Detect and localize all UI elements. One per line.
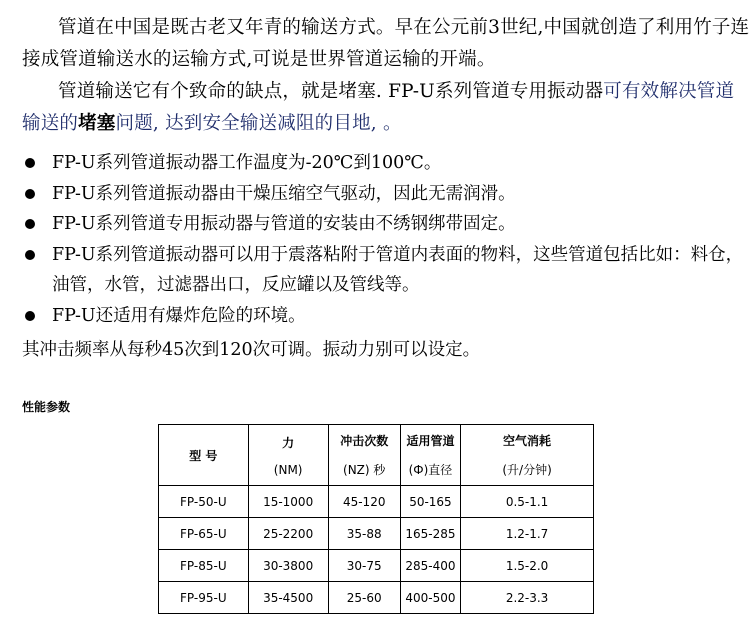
intro-paragraph-1-text: 管道在中国是既古老又年青的输送方式。早在公元前3世纪,中国就创造了利用竹子连接成管道输送水的运输方式,可说是世界管道运输的开端。 [22,17,750,70]
bullet-icon [25,158,35,168]
section-title: 性能参数 [22,400,71,414]
cell-force: 25-2200 [248,518,328,550]
cell-model: FP-65-U [159,518,249,550]
intro-paragraph-2-part-a: 管道输送它有个致命的缺点，就是堵塞. FP-U系列管道专用振动器 [58,81,604,102]
intro-paragraph-2 [22,76,750,140]
cell-pipe-diameter: 285-400 [400,550,460,582]
intro-paragraph-1 [22,12,750,76]
table-row [159,518,594,550]
cell-air-consumption: 1.5-2.0 [461,550,594,582]
cell-pipe-diameter: 400-500 [400,582,460,614]
intro-paragraph-2-part-c: 堵塞 [78,113,116,134]
list-item [22,301,750,332]
bullet-icon [25,189,35,199]
bullet-icon [25,219,35,229]
list-item-text: FP-U系列管道振动器可以用于震落粘附于管道内表面的物料，这些管道包括比如：料仓，油管，水管，过滤器出口，反应罐以及管线等。 [52,244,744,295]
header-force: 力 (NM) [248,425,328,486]
closing-text: 其冲击频率从每秒45次到120次可调。振动力别可以设定。 [22,340,481,360]
list-item [22,148,750,179]
spec-table [158,424,594,614]
header-air-consumption: 空气消耗 (升/分钟) [461,425,594,486]
cell-pipe-diameter: 50-165 [400,486,460,518]
cell-model: FP-85-U [159,550,249,582]
cell-impacts: 45-120 [328,486,400,518]
cell-force: 15-1000 [248,486,328,518]
cell-impacts: 30-75 [328,550,400,582]
cell-force: 35-4500 [248,582,328,614]
list-item-text: FP-U系列管道振动器由干燥压缩空气驱动，因此无需润滑。 [52,183,516,204]
cell-model: FP-50-U [159,486,249,518]
cell-air-consumption: 0.5-1.1 [461,486,594,518]
intro-paragraph-2-part-d: 问题, 达到安全输送减阻的目地, 。 [115,113,402,134]
cell-model: FP-95-U [159,582,249,614]
cell-air-consumption: 1.2-1.7 [461,518,594,550]
header-impacts: 冲击次数 (NZ) 秒 [328,425,400,486]
list-item-text: FP-U还适用有爆炸危险的环境。 [52,305,306,326]
list-item [22,240,750,301]
feature-list [22,148,750,331]
cell-pipe-diameter: 165-285 [400,518,460,550]
cell-air-consumption: 2.2-3.3 [461,582,594,614]
list-item-text: FP-U系列管道振动器工作温度为-20℃到100℃。 [52,153,442,173]
table-row [159,486,594,518]
table-header-row [159,425,594,486]
list-item [22,179,750,210]
cell-impacts: 35-88 [328,518,400,550]
header-pipe-diameter: 适用管道 (Ф)直径 [400,425,460,486]
intro-paragraph-2-part-b: 可有效解决管道输送的 [22,81,735,134]
cell-force: 30-3800 [248,550,328,582]
list-item [22,209,750,240]
table-row [159,550,594,582]
cell-impacts: 25-60 [328,582,400,614]
table-row [159,582,594,614]
list-item-text: FP-U系列管道专用振动器与管道的安装由不绣钢绑带固定。 [52,214,516,234]
bullet-icon [25,250,35,260]
bullet-icon [25,311,35,321]
header-model: 型 号 [159,425,249,486]
